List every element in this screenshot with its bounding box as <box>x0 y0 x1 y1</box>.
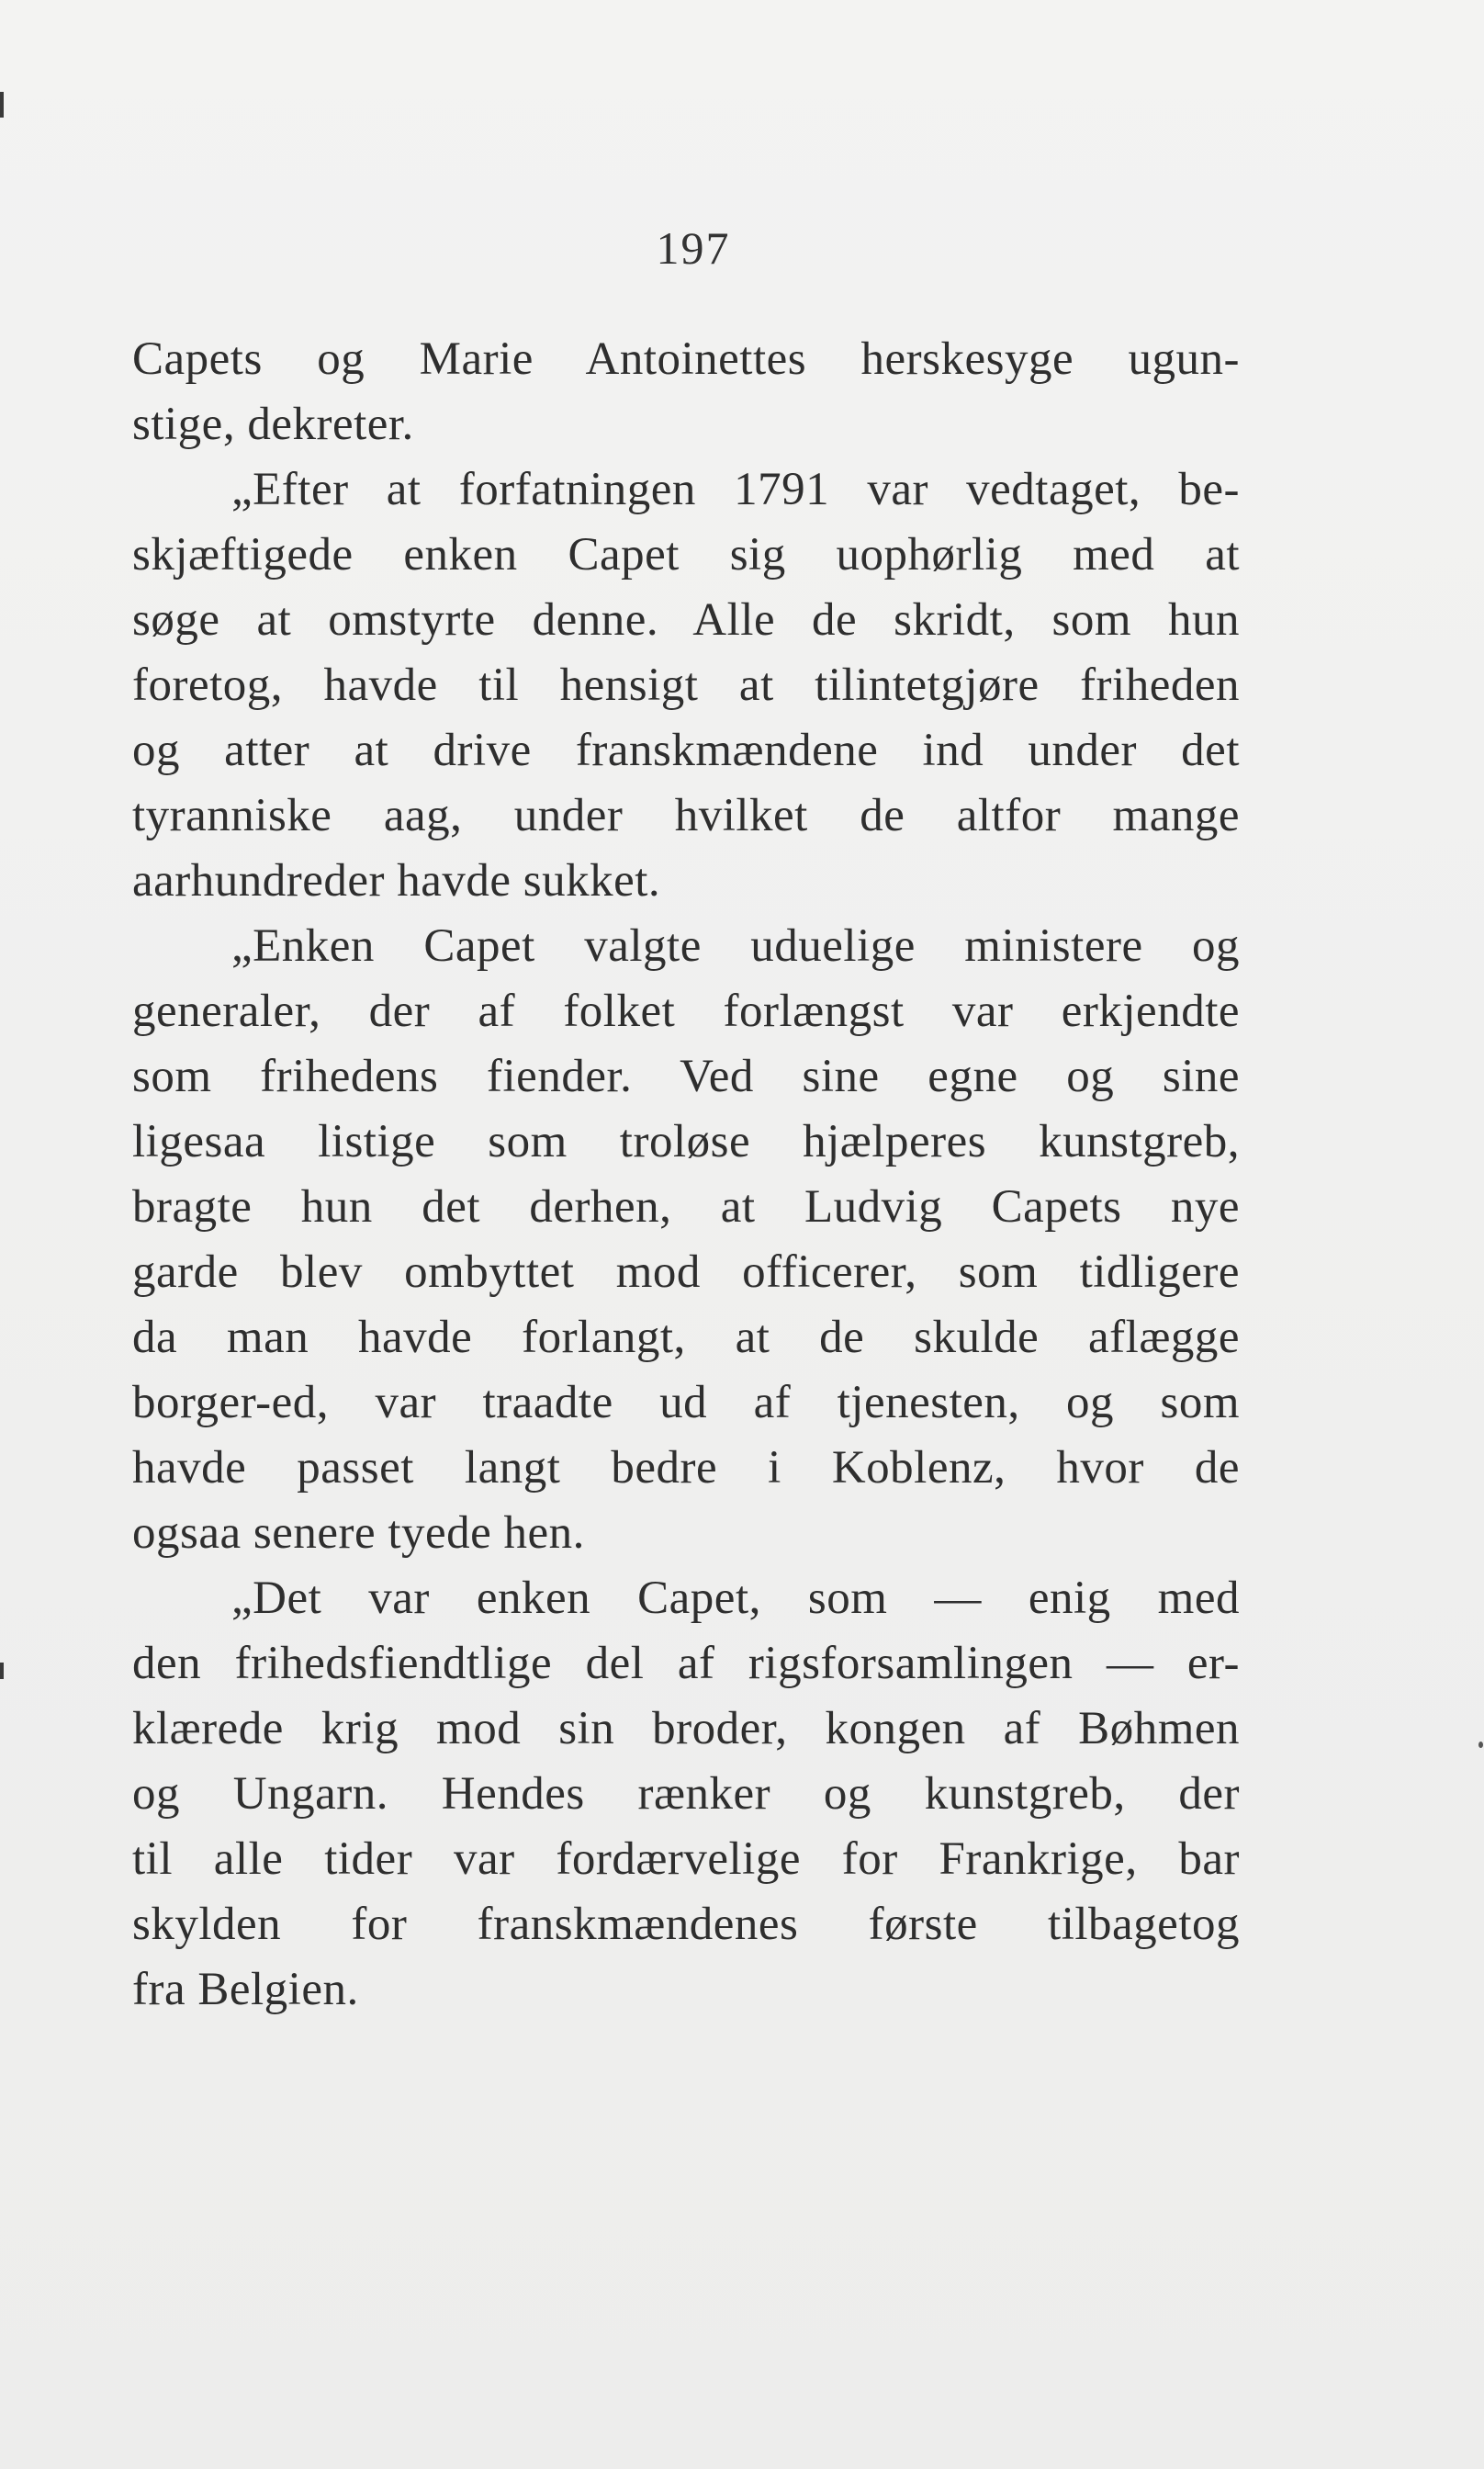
page-edge-mark <box>0 1663 4 1679</box>
text-line: borger-ed, var traadte ud af tjenesten, og som <box>132 1377 1240 1428</box>
text-line: ogsaa senere tyede hen. <box>132 1507 585 1559</box>
text-line: „Det var enken Capet, som — enig med <box>231 1573 1240 1624</box>
page-number: 197 <box>656 222 731 274</box>
ink-speck <box>1478 1742 1483 1748</box>
text-line: og atter at drive franskmændene ind under det <box>132 725 1240 776</box>
text-line: skylden for franskmændenes første tilbagetog <box>132 1899 1240 1950</box>
text-line: garde blev ombyttet mod officerer, som tidligere <box>132 1246 1240 1298</box>
text-line: ligesaa listige som troløse hjælperes kunstgreb, <box>132 1116 1240 1167</box>
text-line: søge at omstyrte denne. Alle de skridt, som hun <box>132 594 1240 646</box>
text-line: foretog, havde til hensigt at tilintetgjøre friheden <box>132 660 1240 711</box>
text-line: „Enken Capet valgte uduelige ministere og <box>231 920 1240 972</box>
text-line: generaler, der af folket forlængst var erkjendte <box>132 986 1240 1037</box>
text-line: da man havde forlangt, at de skulde aflægge <box>132 1312 1240 1363</box>
text-line: Capets og Marie Antoinettes herskesyge ugun- <box>132 333 1240 385</box>
text-line: som frihedens fiender. Ved sine egne og sine <box>132 1051 1240 1102</box>
page-edge-mark <box>0 92 4 118</box>
text-line: til alle tider var fordærvelige for Frankrige, bar <box>132 1833 1240 1885</box>
text-line: tyranniske aag, under hvilket de altfor mange <box>132 790 1240 841</box>
text-line: stige, dekreter. <box>132 399 414 450</box>
body-text <box>132 327 1240 2023</box>
text-line: og Ungarn. Hendes rænker og kunstgreb, der <box>132 1768 1240 1820</box>
text-line: „Efter at forfatningen 1791 var vedtaget, be- <box>231 464 1240 515</box>
text-line: aarhundreder havde sukket. <box>132 855 661 907</box>
text-line: den frihedsfiendtlige del af rigsforsamlingen — er- <box>132 1638 1240 1689</box>
text-line: fra Belgien. <box>132 1964 359 2015</box>
text-line: skjæftigede enken Capet sig uophørlig med at <box>132 529 1240 581</box>
text-line: klærede krig mod sin broder, kongen af Bøhmen <box>132 1703 1240 1754</box>
text-line: havde passet langt bedre i Koblenz, hvor de <box>132 1442 1240 1494</box>
text-line: bragte hun det derhen, at Ludvig Capets nye <box>132 1181 1240 1233</box>
